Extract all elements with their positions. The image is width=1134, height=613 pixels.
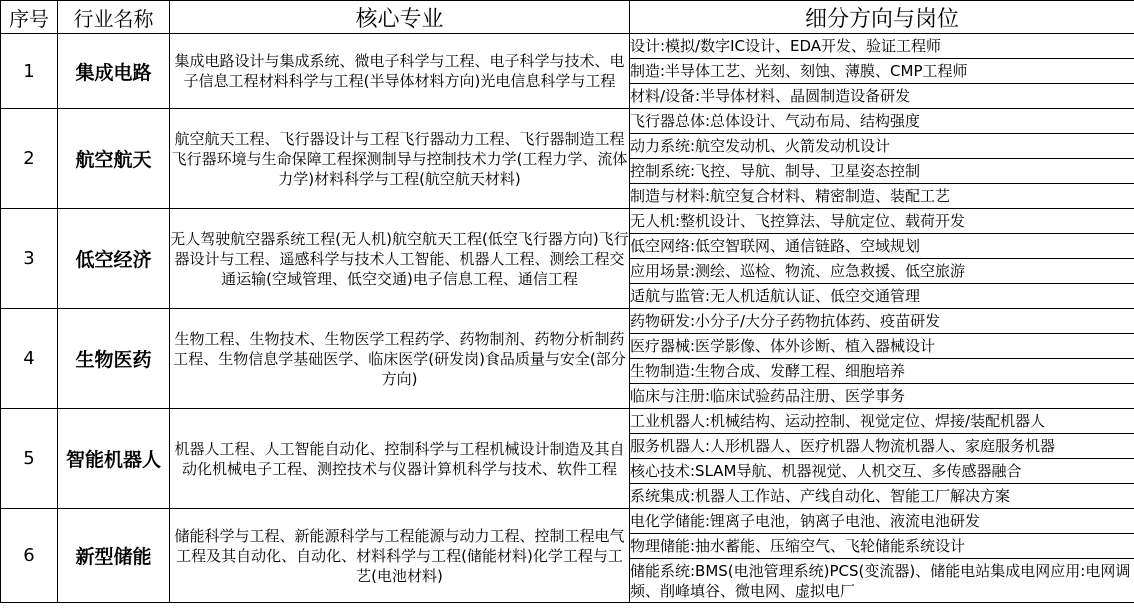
row-number: 2: [1, 109, 58, 209]
row-number: 5: [1, 409, 58, 509]
core-majors: 机器人工程、人工智能自动化、控制科学与工程机械设计制造及其自动化机械电子工程、测控技术与仪器计算机科学与技术、软件工程: [170, 409, 630, 509]
direction-item: 无人机:整机设计、飞控算法、导航定位、载荷开发: [630, 209, 1134, 234]
header-no: 序号: [1, 1, 58, 34]
direction-item: 系统集成:机器人工作站、产线自动化、智能工厂解决方案: [630, 484, 1134, 509]
direction-item: 工业机器人:机械结构、运动控制、视觉定位、焊接/装配机器人: [630, 409, 1134, 434]
core-majors: 集成电路设计与集成系统、微电子科学与工程、电子科学与技术、电子信息工程材料科学与工程(半导体材料方向)光电信息科学与工程: [170, 34, 630, 109]
direction-item: 制造:半导体工艺、光刻、刻蚀、薄膜、CMP工程师: [630, 59, 1134, 84]
direction-item: 临床与注册:临床试验药品注册、医学事务: [630, 384, 1134, 409]
header-directions: 细分方向与岗位: [630, 1, 1134, 34]
header-majors: 核心专业: [170, 1, 630, 34]
table-row: [1, 409, 1134, 434]
direction-item: 设计:模拟/数字IC设计、EDA开发、验证工程师: [630, 34, 1134, 59]
direction-item: 电化学储能:锂离子电池，钠离子电池、液流电池研发: [630, 509, 1134, 534]
table-row: [1, 109, 1134, 134]
row-number: 6: [1, 509, 58, 603]
core-majors: 无人驾驶航空器系统工程(无人机)航空航天工程(低空飞行器方向)飞行器设计与工程、遥感科学与技术人工智能、机器人工程、测绘工程交通运输(空域管理、低空交通)电子信息工程、通信工程: [170, 209, 630, 309]
table-row: [1, 309, 1134, 334]
direction-item: 适航与监管:无人机适航认证、低空交通管理: [630, 284, 1134, 309]
industry-name: 新型储能: [58, 509, 170, 603]
header-row: [1, 1, 1134, 34]
direction-item: 储能系统:BMS(电池管理系统)PCS(变流器)、储能电站集成电网应用:电网调频、削峰填谷、微电网、虚拟电厂: [630, 559, 1134, 603]
direction-item: 飞行器总体:总体设计、气动布局、结构强度: [630, 109, 1134, 134]
direction-item: 生物制造:生物合成、发酵工程、细胞培养: [630, 359, 1134, 384]
industry-name: 低空经济: [58, 209, 170, 309]
direction-item: 药物研发:小分子/大分子药物抗体药、疫苗研发: [630, 309, 1134, 334]
direction-item: 动力系统:航空发动机、火箭发动机设计: [630, 134, 1134, 159]
direction-item: 核心技术:SLAM导航、机器视觉、人机交互、多传感器融合: [630, 459, 1134, 484]
industry-name: 集成电路: [58, 34, 170, 109]
direction-item: 材料/设备:半导体材料、晶圆制造设备研发: [630, 84, 1134, 109]
row-number: 1: [1, 34, 58, 109]
direction-item: 应用场景:测绘、巡检、物流、应急救援、低空旅游: [630, 259, 1134, 284]
row-number: 4: [1, 309, 58, 409]
row-number: 3: [1, 209, 58, 309]
header-industry: 行业名称: [58, 1, 170, 34]
direction-item: 物理储能:抽水蓄能、压缩空气、飞轮储能系统设计: [630, 534, 1134, 559]
table-row: [1, 34, 1134, 59]
direction-item: 低空网络:低空智联网、通信链路、空域规划: [630, 234, 1134, 259]
table-row: [1, 509, 1134, 534]
core-majors: 储能科学与工程、新能源科学与工程能源与动力工程、控制工程电气工程及其自动化、自动化、材料科学与工程(储能材料)化学工程与工艺(电池材料): [170, 509, 630, 603]
direction-item: 服务机器人:人形机器人、医疗机器人物流机器人、家庭服务机器: [630, 434, 1134, 459]
industry-name: 智能机器人: [58, 409, 170, 509]
direction-item: 控制系统:飞控、导航、制导、卫星姿态控制: [630, 159, 1134, 184]
industry-name: 航空航天: [58, 109, 170, 209]
core-majors: 生物工程、生物技术、生物医学工程药学、药物制剂、药物分析制药工程、生物信息学基础医学、临床医学(研发岗)食品质量与安全(部分方向): [170, 309, 630, 409]
direction-item: 医疗器械:医学影像、体外诊断、植入器械设计: [630, 334, 1134, 359]
table-row: [1, 209, 1134, 234]
core-majors: 航空航天工程、飞行器设计与工程飞行器动力工程、飞行器制造工程飞行器环境与生命保障工程探测制导与控制技术力学(工程力学、流体力学)材料科学与工程(航空航天材料): [170, 109, 630, 209]
direction-item: 制造与材料:航空复合材料、精密制造、装配工艺: [630, 184, 1134, 209]
industry-name: 生物医药: [58, 309, 170, 409]
